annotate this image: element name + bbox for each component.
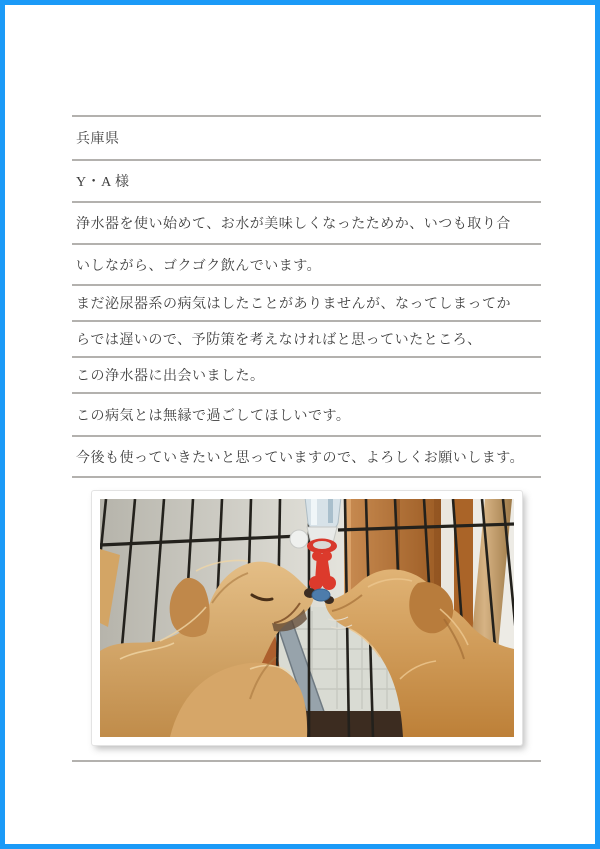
body-line-5-text: この浄水器に出会いました。 (76, 369, 265, 384)
body-line-2-text: いしながら、ゴクゴク飲んでいます。 (76, 258, 322, 274)
testimonial-photo-frame (92, 491, 522, 745)
customer-name-text: Y・A 様 (76, 175, 130, 190)
row-body-line-7 (72, 437, 541, 478)
testimonial-photo (100, 499, 514, 737)
row-body-line-6 (72, 394, 541, 437)
row-body-line-5 (72, 358, 541, 394)
body-line-1-text: 浄水器を使い始めて、お水が美味しくなったためか、いつも取り合 (76, 217, 511, 232)
row-body-line-1 (72, 203, 541, 245)
bottle-clamp (290, 530, 308, 548)
row-prefecture (72, 117, 541, 161)
body-line-4-text: らでは遅いので、予防策を考えなければと思っていたところ、 (76, 333, 482, 348)
body-line-3-text: まだ泌尿器系の病気はしたことがありませんが、なってしまってか (76, 297, 511, 312)
row-body-line-4 (72, 322, 541, 358)
body-line-6-text: この病気とは無縁で過ごしてほしいです。 (76, 408, 351, 424)
prefecture-text: 兵庫県 (76, 132, 120, 147)
row-body-line-3 (72, 286, 541, 322)
body-line-7-text: 今後も使っていきたいと思っていますので、よろしくお願いします。 (76, 450, 525, 466)
document-sheet (72, 115, 541, 762)
blue-nozzle (312, 589, 330, 601)
row-customer-name (72, 161, 541, 203)
bottom-rule-line (72, 760, 541, 762)
ruled-text-block (72, 115, 541, 478)
row-body-line-2 (72, 245, 541, 286)
